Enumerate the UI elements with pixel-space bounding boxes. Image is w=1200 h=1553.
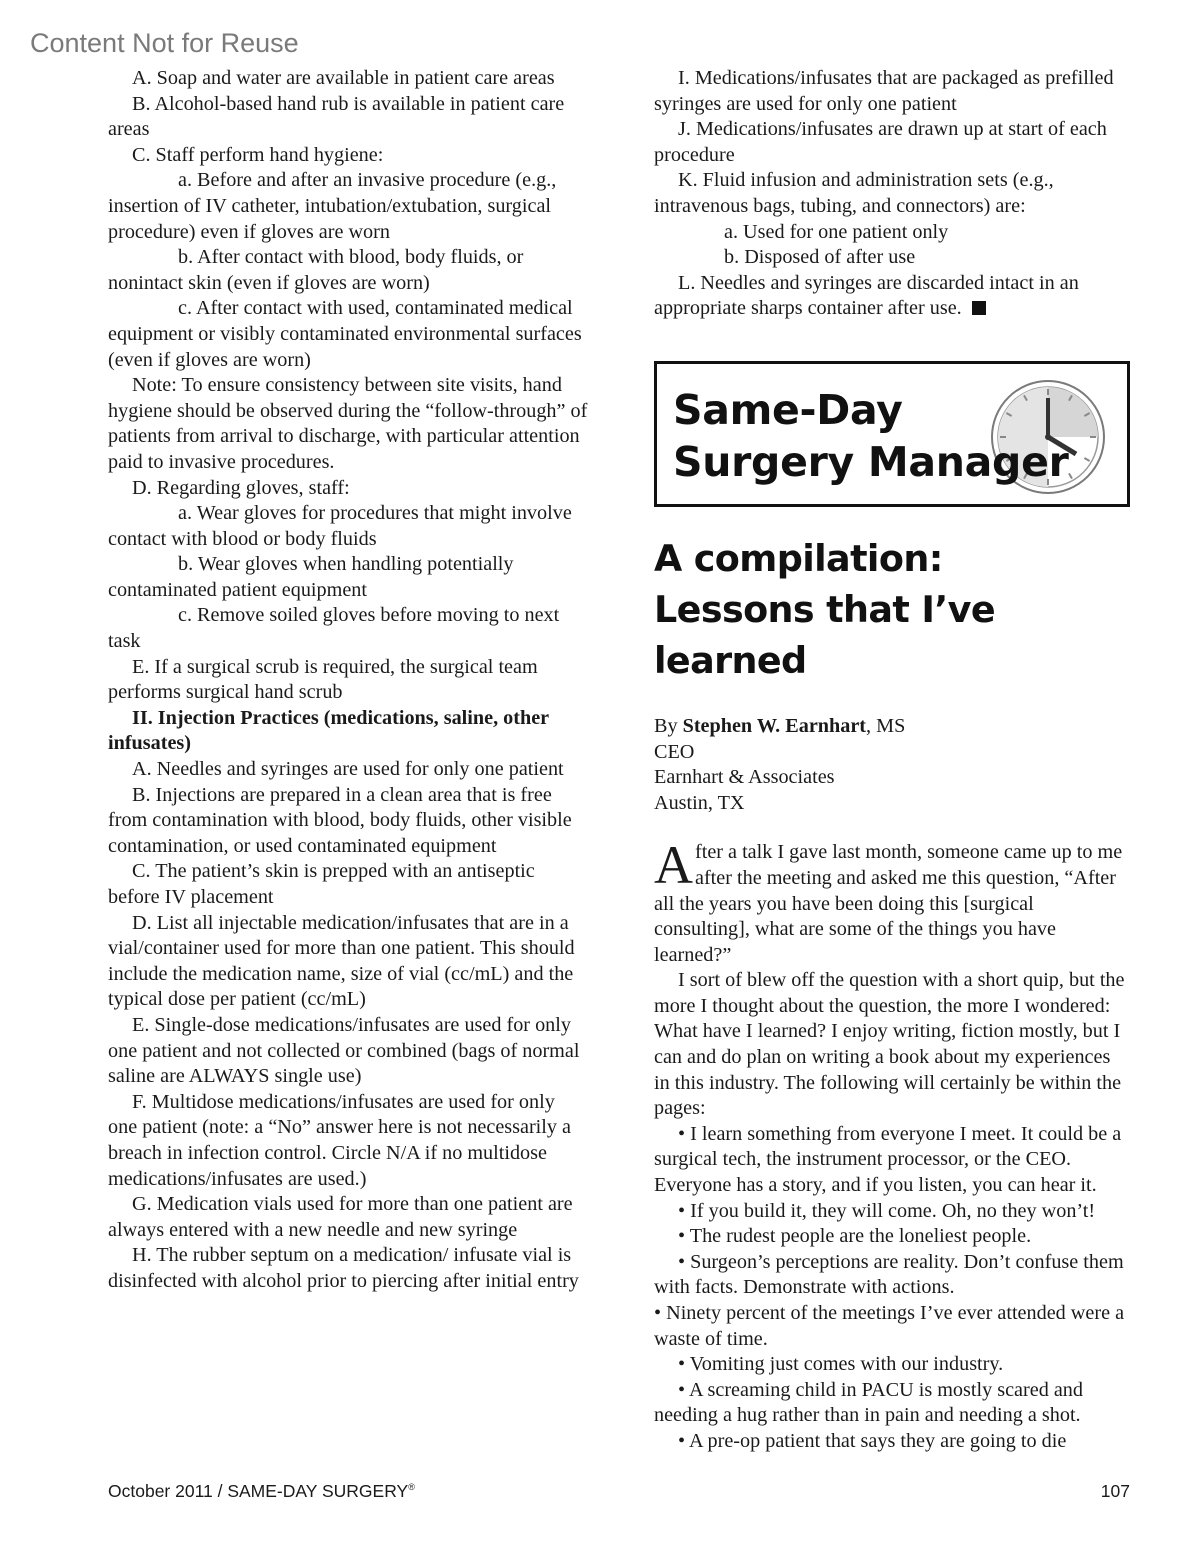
byline-prefix: By <box>654 714 683 737</box>
article-headline <box>654 533 1130 686</box>
item-II-H: H. The rubber septum on a medication/ infusate vial is disinfected with alcohol prior to piercing after initial entry <box>108 1244 579 1292</box>
watermark: Content Not for Reuse <box>30 28 299 58</box>
bullet-item: • Vomiting just comes with our industry. <box>678 1353 1004 1376</box>
banner-title <box>673 384 1069 488</box>
item-II-C: C. The patient’s skin is prepped with an antiseptic before IV placement <box>108 860 535 908</box>
item-II-B: B. Injections are prepared in a clean area that is free from contamination with blood, body fluids, other visible contamination, or used contaminated equipment <box>108 783 572 857</box>
bullet-item: • Surgeon’s perceptions are reality. Don’t confuse them with facts. Demonstrate with actions. <box>654 1250 1124 1299</box>
end-of-article-mark <box>972 301 986 315</box>
bullet-item: • A screaming child in PACU is mostly scared and needing a hug rather than in pain and needing a shot. <box>654 1378 1083 1427</box>
item-II-L-text: L. Needles and syringes are discarded intact in an appropriate sharps container after use. <box>654 271 1079 320</box>
item-A: A. Soap and water are available in patient care areas <box>132 67 555 89</box>
item-II-D: D. List all injectable medication/infusates that are in a vial/container used for more than one patient. This should include the medication name, size of vial (cc/mL) and the typical dose per patient (cc/mL) <box>108 911 575 1011</box>
left-column <box>108 66 588 1295</box>
item-D-b: b. Wear gloves when handling potentially contaminated patient equipment <box>108 553 514 601</box>
item-II-K-b: b. Disposed of after use <box>724 246 916 269</box>
author-name: Stephen W. Earnhart <box>682 714 867 737</box>
item-D-c: c. Remove soiled gloves before moving to next task <box>108 604 560 653</box>
headline-line2: Lessons that I’ve learned <box>654 587 995 682</box>
drop-cap: A <box>654 835 693 896</box>
paragraph-1 <box>654 835 1130 968</box>
bullet-item: • A pre-op patient that says they are going to die <box>678 1429 1067 1452</box>
author-location: Austin, TX <box>654 791 745 814</box>
item-II-J: J. Medications/infusates are drawn up at start of each procedure <box>654 118 1107 166</box>
item-C: C. Staff perform hand hygiene: <box>132 143 384 166</box>
item-B: B. Alcohol-based hand rub is available in patient care areas <box>108 92 565 141</box>
item-II-L <box>654 271 1130 322</box>
item-II-A: A. Needles and syringes are used for only one patient <box>132 758 564 781</box>
bullet-item: • If you build it, they will come. Oh, no they won’t! <box>678 1199 1096 1222</box>
item-C-a: a. Before and after an invasive procedure (e.g., insertion of IV catheter, intubation/extubation, surgical procedure) even if gloves are worn <box>108 169 557 243</box>
item-II-K: K. Fluid infusion and administration sets (e.g., intravenous bags, tubing, and connectors) are: <box>654 169 1054 217</box>
footer-publication-text: October 2011 / SAME-DAY SURGERY <box>108 1481 409 1501</box>
item-II-E: E. Single-dose medications/infusates are used for only one patient and not collected or combined (bags of normal saline are ALWAYS single use) <box>108 1013 580 1088</box>
author-title: CEO <box>654 740 695 763</box>
item-D-a: a. Wear gloves for procedures that might involve contact with blood or body fluids <box>108 502 572 550</box>
headline-line1: A compilation: <box>654 536 943 580</box>
section-heading-text: II. Injection Practices (medications, saline, other infusates) <box>108 706 549 755</box>
bullet-item: • The rudest people are the loneliest people. <box>678 1225 1032 1248</box>
item-II-K-a: a. Used for one patient only <box>724 220 949 243</box>
author-company: Earnhart & Associates <box>654 766 835 789</box>
section-banner <box>654 361 1130 507</box>
item-E: E. If a surgical scrub is required, the surgical team performs surgical hand scrub <box>108 655 538 704</box>
item-II-G: G. Medication vials used for more than one patient are always entered with a new needle and new syringe <box>108 1193 573 1241</box>
byline <box>654 714 1130 816</box>
item-II-F: F. Multidose medications/infusates are used for only one patient (note: a “No” answer here is not necessarily a breach in infection control. Circle N/A if no multidose medications/infusates are used.) <box>108 1090 572 1190</box>
banner-title-line1: Same-Day <box>673 385 903 434</box>
item-D: D. Regarding gloves, staff: <box>132 476 350 499</box>
page-number: 107 <box>1100 1481 1130 1501</box>
note: Note: To ensure consistency between site visits, hand hygiene should be observed during the “follow-through” of patients from arrival to discharge, with particular attention paid to invasive procedures. <box>108 374 588 473</box>
paragraph-2: I sort of blew off the question with a short quip, but the more I thought about the question, the more I wondered: What have I learned? I enjoy writing, fiction mostly, but I can and do plan on writing a book about my experiences in this industry. The following will certainly be within the pages: <box>654 969 1125 1120</box>
author-suffix: , MS <box>866 714 906 737</box>
bullet-item: • Ninety percent of the meetings I’ve ever attended were a waste of time. <box>654 1302 1125 1350</box>
item-II-I: I. Medications/infusates that are packaged as prefilled syringes are used for only one patient <box>654 67 1114 115</box>
item-C-c: c. After contact with used, contaminated medical equipment or visibly contaminated environmental surfaces (even if gloves are worn) <box>108 297 582 371</box>
bullet-item: • I learn something from everyone I meet. It could be a surgical tech, the instrument processor, or the CEO. Everyone has a story, and if you listen, you can hear it. <box>654 1122 1122 1197</box>
paragraph-1-text: fter a talk I gave last month, someone came up to me after the meeting and asked me this question, “After all the years you have been doing this [surgical consulting], what are some of the things you have learned?” <box>654 841 1123 966</box>
footer-publication <box>108 1481 415 1502</box>
item-C-b: b. After contact with blood, body fluids, or nonintact skin (even if gloves are worn) <box>108 246 524 294</box>
registered-mark: ® <box>408 1482 415 1493</box>
right-column <box>654 66 1130 1455</box>
article-body <box>654 835 1130 1454</box>
banner-title-line2: Surgery Manager <box>673 437 1069 486</box>
section-heading-injection-practices <box>108 706 588 757</box>
